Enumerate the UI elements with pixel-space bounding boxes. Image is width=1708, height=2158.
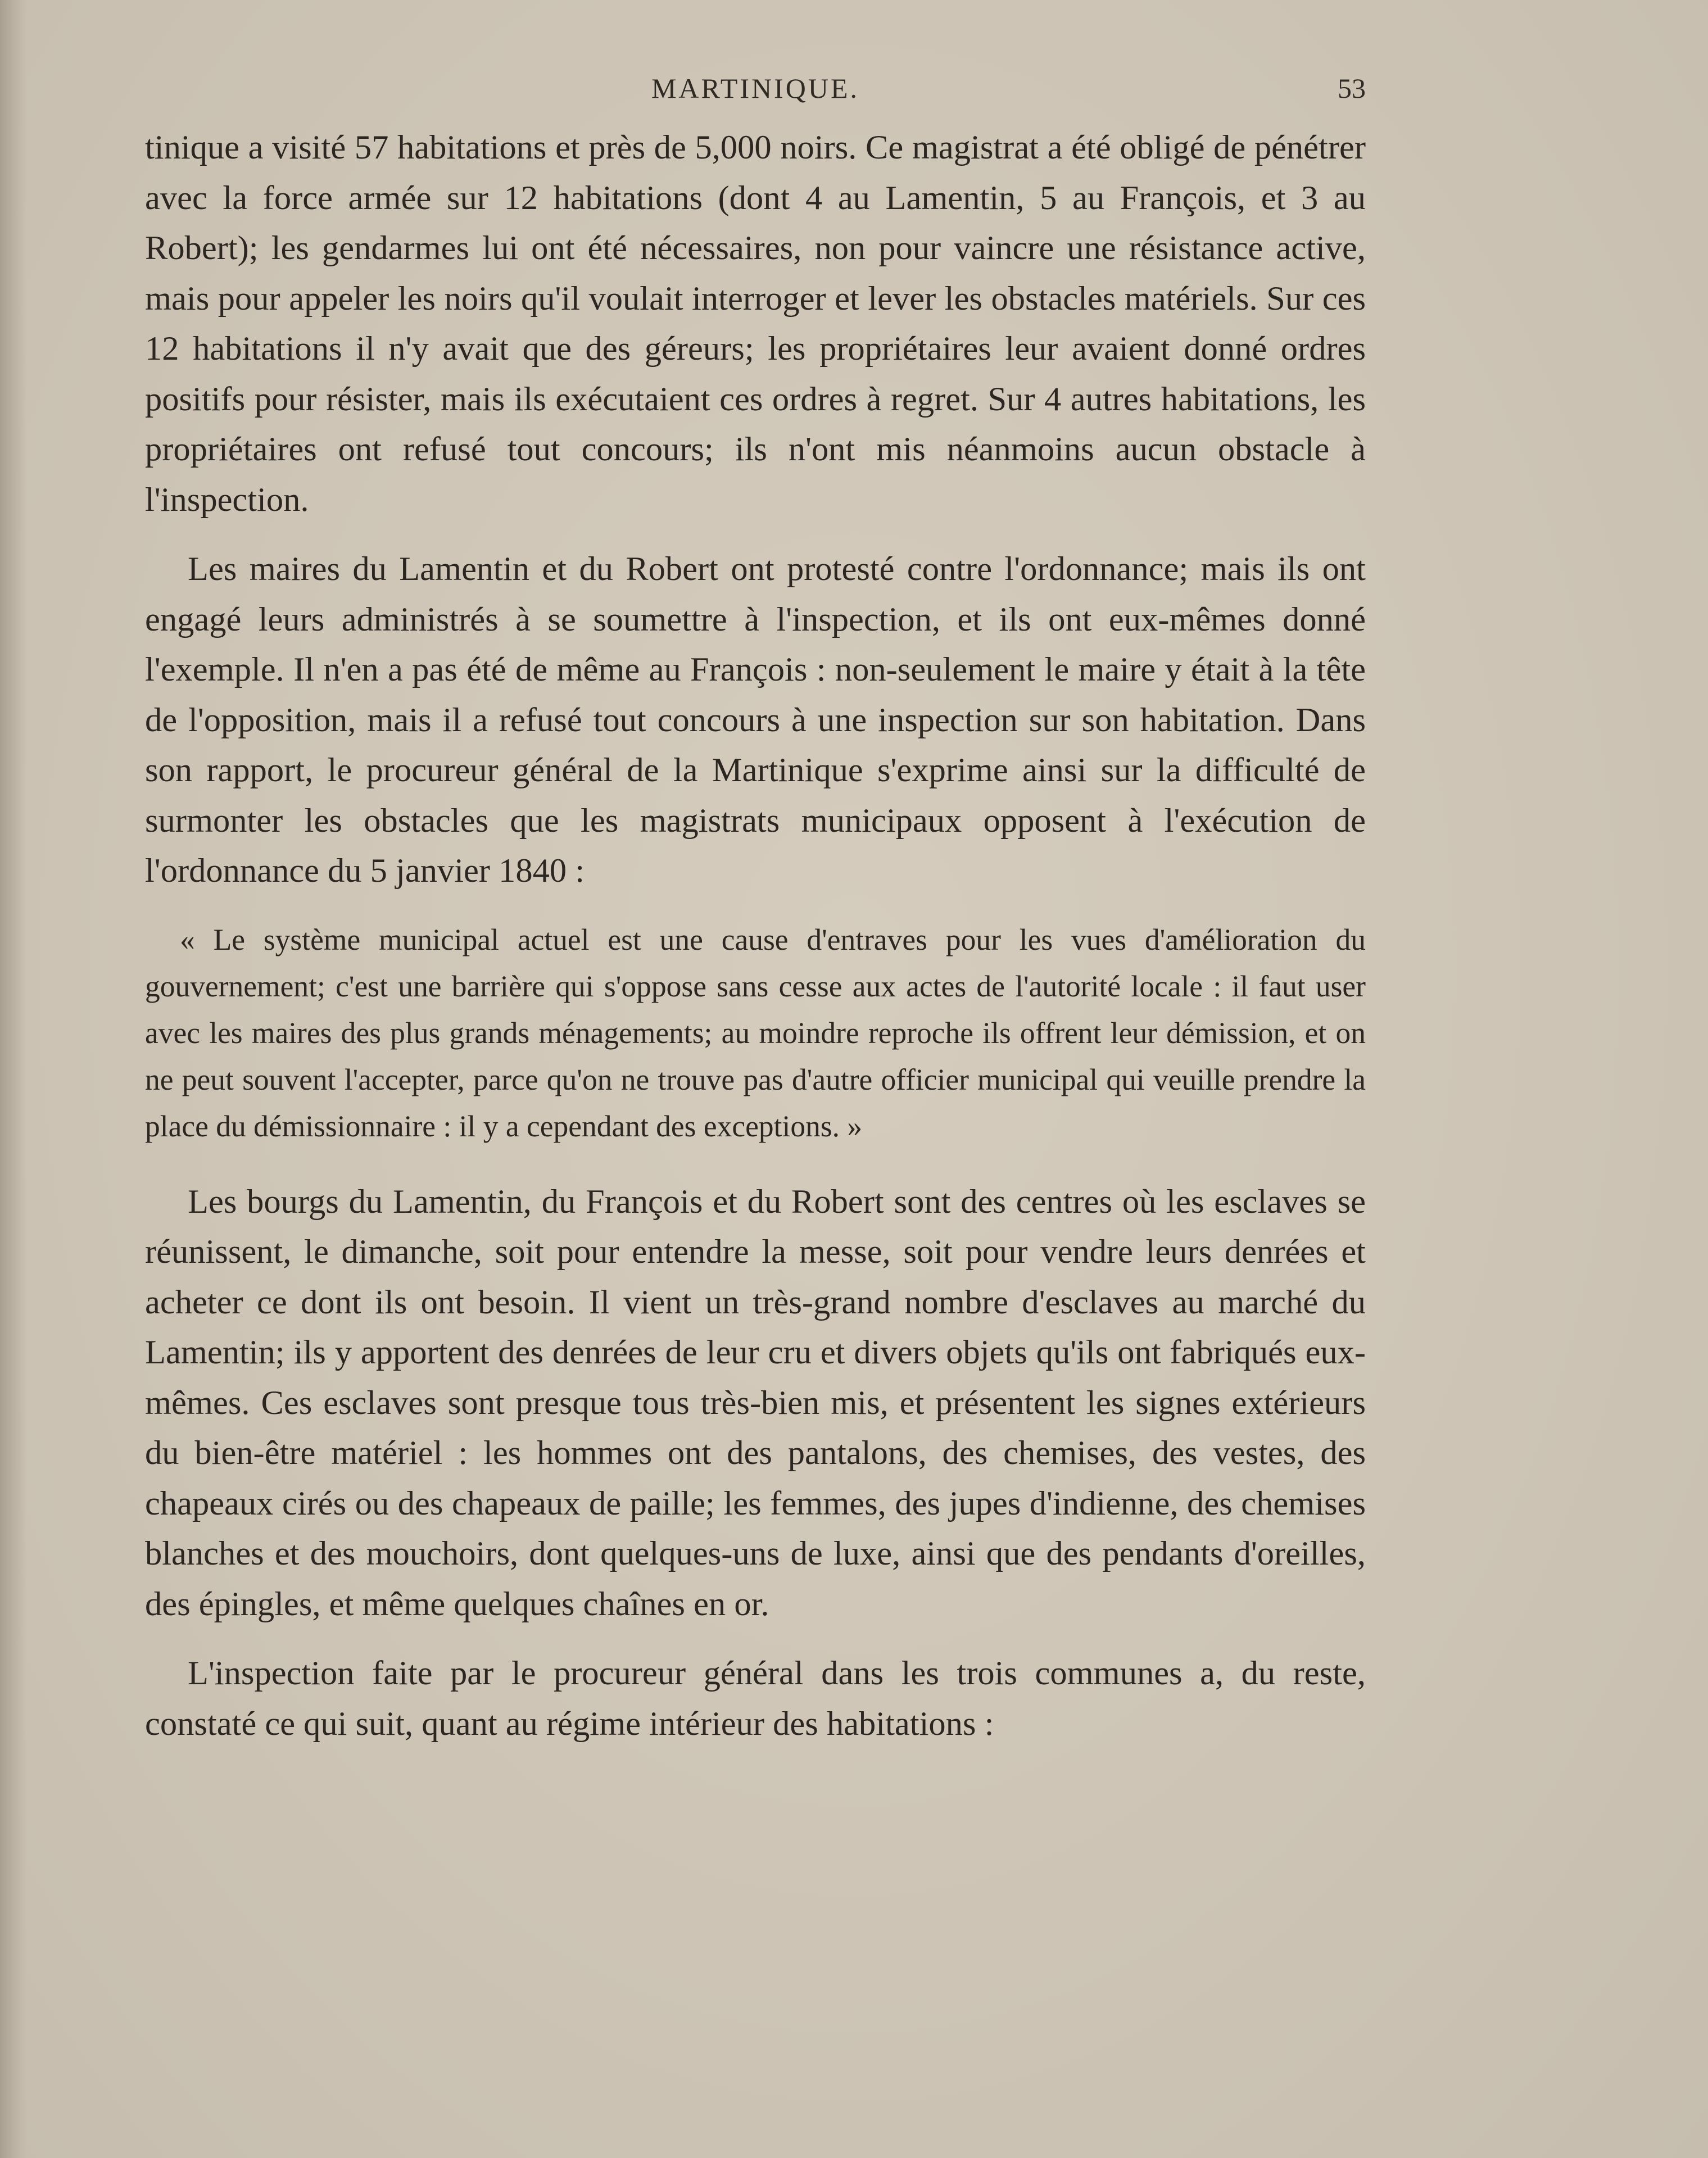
paragraph-continued: tinique a visité 57 habitations et près de 5,000 noirs. Ce magistrat a été obligé de pénétrer avec la force armée sur 12 habitations (dont 4 au Lamentin, 5 au François, et 3 au Robert); les gendarmes lui ont été nécessaires, non pour vaincre une résistance active, mais pour appeler les noirs qu'il voulait interroger et lever les obstacles matériels. Sur ces 12 habitations il n'y avait que des géreurs; les propriétaires leur avaient donné ordres positifs pour résister, mais ils exécutaient ces ordres à regret. Sur 4 autres habitations, les propriétaires ont refusé tout concours; ils n'ont mis néanmoins aucun obstacle à l'inspection. [145, 129, 1366, 519]
page-gutter-shadow [0, 0, 27, 2158]
paragraph-maires: Les maires du Lamentin et du Robert ont protesté contre l'ordonnance; mais ils ont engagé leurs administrés à se soumettre à l'inspection, et ils ont eux-mêmes donné l'exemple. Il n'en a pas été de même au François : non-seulement le maire y était à la tête de l'opposition, mais il a refusé tout concours à une inspection sur son habitation. Dans son rapport, le procureur général de la Martinique s'exprime ainsi sur la difficulté de surmonter les obstacles que les magistrats municipaux opposent à l'exécution de l'ordonnance du 5 janvier 1840 : [145, 550, 1366, 890]
paragraph-inspection: L'inspection faite par le procureur général dans les trois communes a, du reste, constaté ce qui suit, quant au régime intérieur des habitations : [145, 1654, 1366, 1743]
text-block [145, 123, 1366, 1749]
paragraph-bourgs: Les bourgs du Lamentin, du François et du Robert sont des centres où les esclaves se réunissent, le dimanche, soit pour entendre la messe, soit pour vendre leurs denrées et acheter ce dont ils ont besoin. Il vient un très-grand nombre d'esclaves au marché du Lamentin; ils y apportent des denrées de leur cru et divers objets qu'ils ont fabriqués eux-mêmes. Ces esclaves sont presque tous très-bien mis, et présentent les signes extérieurs du bien-être matériel : les hommes ont des pantalons, des chemises, des vestes, des chapeaux cirés ou des chapeaux de paille; les femmes, des jupes d'indienne, des chemises blanches et des mouchoirs, dont quelques-uns de luxe, ainsi que des pendants d'oreilles, des épingles, et même quelques chaînes en or. [145, 1182, 1366, 1623]
block-quote: « Le système municipal actuel est une cause d'entraves pour les vues d'amélioration du gouvernement; c'est une barrière qui s'oppose sans cesse aux actes de l'autorité locale : il faut user avec les maires des plus grands ménagements; au moindre reproche ils offrent leur démission, et on ne peut souvent l'accepter, parce qu'on ne trouve pas d'autre officier municipal qui veuille prendre la place du démissionnaire : il y a cependant des exceptions. » [145, 922, 1366, 1143]
running-title: MARTINIQUE. [651, 72, 860, 104]
running-head [145, 72, 1366, 123]
page-number: 53 [1338, 72, 1366, 104]
